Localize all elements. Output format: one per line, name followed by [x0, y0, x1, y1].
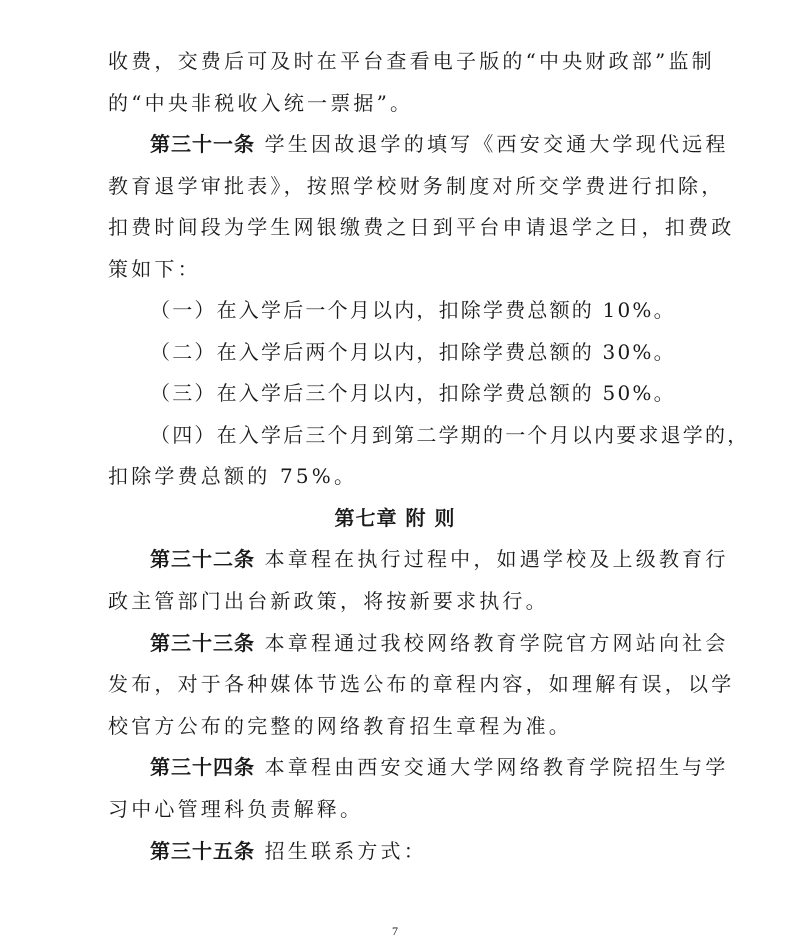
list-item: （一）在入学后一个月以内，扣除学费总额的 10%。 — [150, 298, 676, 322]
page-number: 7 — [392, 924, 398, 938]
article-32 — [150, 546, 729, 572]
paragraph-line: 校官方公布的完整的网络教育招生章程为准。 — [108, 714, 572, 738]
article-text: 本章程在执行过程中，如遇学校及上级教育行 — [264, 547, 729, 571]
list-item: （二）在入学后两个月以内，扣除学费总额的 30%。 — [150, 340, 676, 364]
article-label: 第三十一条 — [150, 132, 255, 156]
paragraph-line: 教育退学审批表》，按照学校财务制度对所交学费进行扣除， — [108, 174, 725, 198]
paragraph-line: 政主管部门出台新政策，将按新要求执行。 — [108, 589, 549, 613]
paragraph-line: 扣费时间段为学生网银缴费之日到平台申请退学之日，扣费政 — [108, 215, 735, 239]
article-33 — [150, 630, 729, 656]
paragraph-line: 策如下： — [108, 257, 201, 281]
article-label: 第三十三条 — [150, 631, 255, 655]
paragraph-line: 发布，对于各种媒体节选公布的章程内容，如理解有误，以学 — [108, 672, 735, 696]
article-label: 第三十四条 — [150, 755, 255, 779]
article-text: 本章程通过我校网络教育学院官方网站向社会 — [264, 631, 729, 655]
paragraph-line: 的“中央非税收入统一票据”。 — [108, 91, 414, 115]
paragraph-line: 习中心管理科负责解释。 — [108, 797, 364, 821]
paragraph-line: 扣除学费总额的 75%。 — [108, 464, 358, 488]
article-35 — [150, 838, 427, 864]
list-item: （四）在入学后三个月到第二学期的一个月以内要求退学的， — [150, 423, 750, 447]
chapter-heading: 第七章 附 则 — [334, 506, 456, 530]
article-text: 招生联系方式： — [264, 839, 427, 863]
article-31 — [150, 131, 729, 157]
article-text: 本章程由西安交通大学网络教育学院招生与学 — [264, 755, 729, 779]
article-34 — [150, 754, 729, 780]
paragraph-line: 收费，交费后可及时在平台查看电子版的“中央财政部”监制 — [108, 49, 715, 73]
article-label: 第三十二条 — [150, 547, 255, 571]
article-text: 学生因故退学的填写《西安交通大学现代远程 — [264, 132, 729, 156]
list-item: （三）在入学后三个月以内，扣除学费总额的 50%。 — [150, 381, 676, 405]
article-label: 第三十五条 — [150, 839, 255, 863]
